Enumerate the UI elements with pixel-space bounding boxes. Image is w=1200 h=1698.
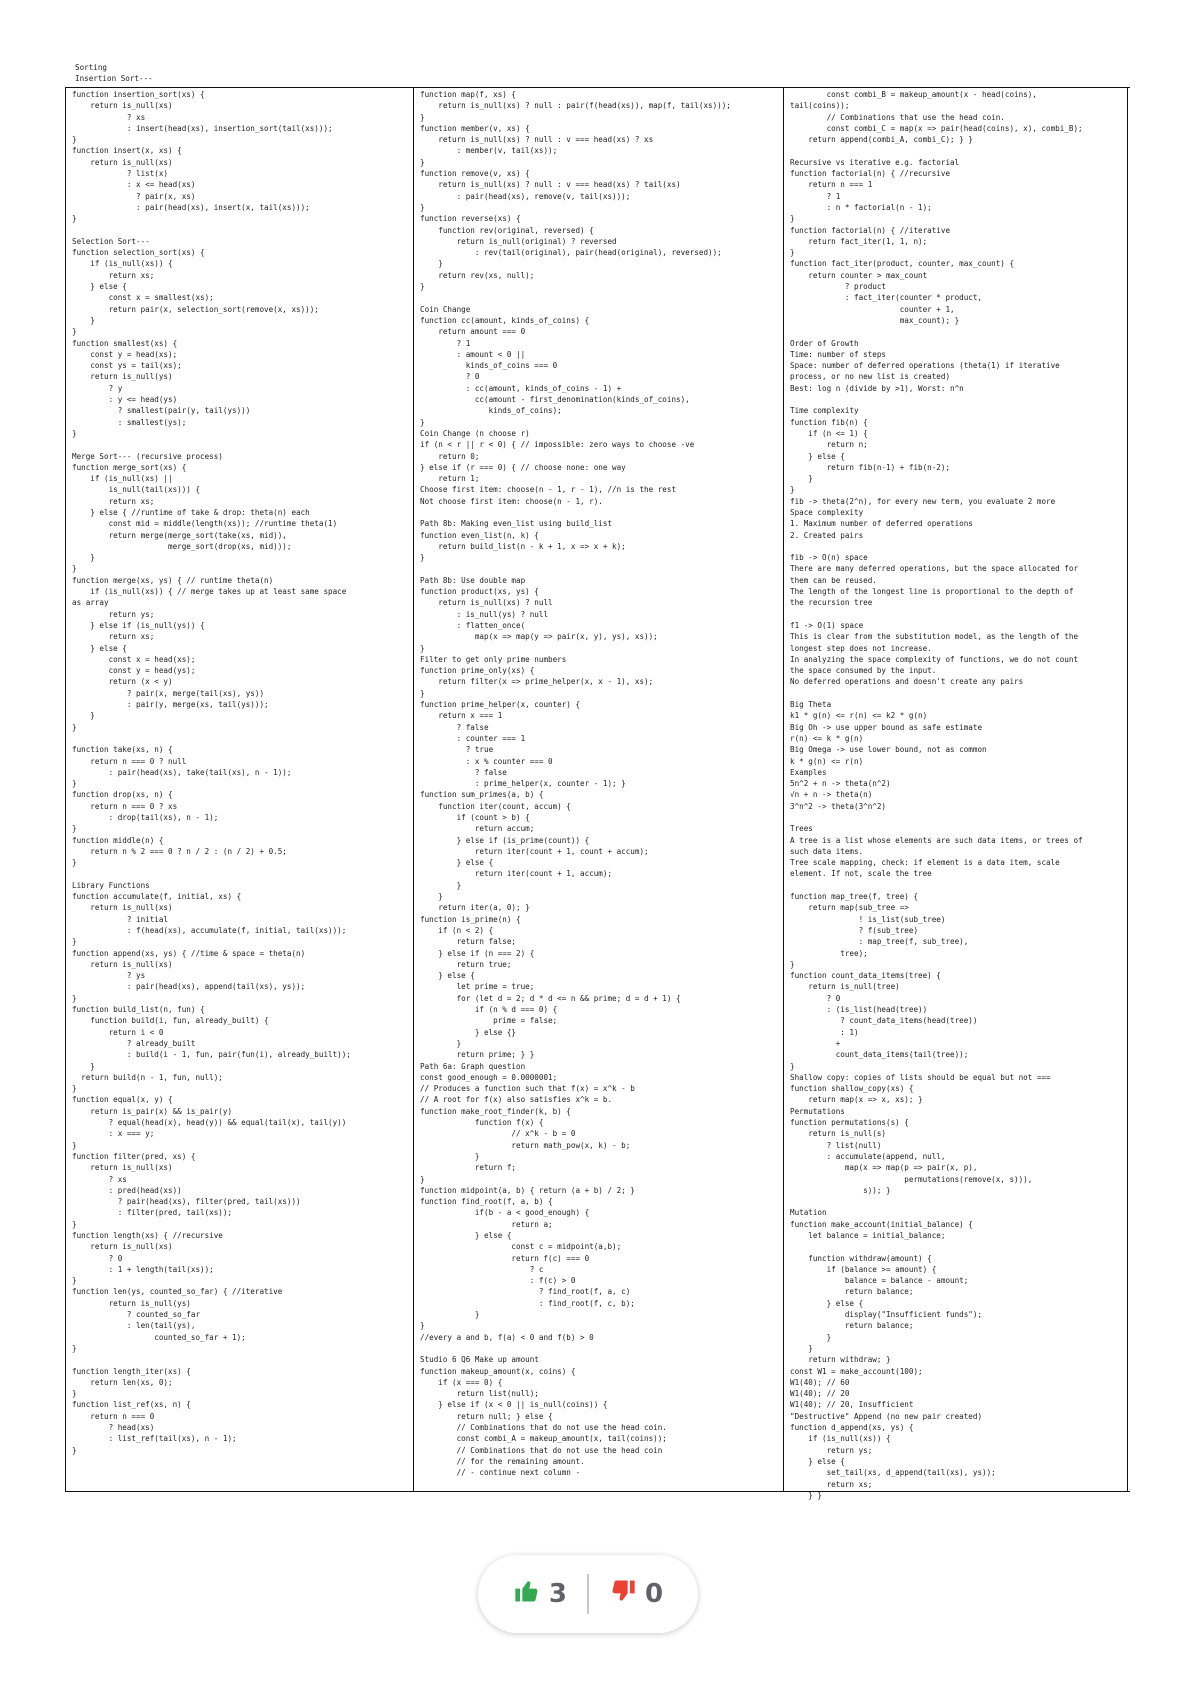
upvote-count: 3: [548, 1579, 567, 1609]
section-title-sorting: Sorting: [75, 63, 108, 72]
column-1: [65, 87, 413, 1492]
column-3: [783, 87, 1128, 1500]
downvote-count: 0: [645, 1579, 664, 1609]
downvote-button[interactable]: [589, 1577, 683, 1612]
column-2-text: function map(f, xs) { return is_null(xs) ? null : pair(f(head(xs)), map(f, tail(xs))); } function member(v, xs) { return is_null(xs) ? null : v === head(xs) ? xs : member(v, tail(xs)); } function remove(v, xs) { return is_null(xs) ? null : v === head(xs) ? tail(xs) : pair(head(xs), remove(v, tail(xs))); } function reverse(xs) { function rev(original, reversed) { return is_null(original) ? reversed : rev(tail(original), pair(head(original), reversed)); } return rev(xs, null); } Coin Change function cc(amount, kinds_of_coins) { return amount === 0 ? 1 : amount < 0 || kinds_of_coins === 0 ? 0 : cc(amount, kinds_of_coins - 1) + cc(amount - first_denomination(kinds_of_coins), kinds_of_coins); } Coin Change (n choose r) if (n < r || r < 0) { // impossible: zero ways to choose -ve return 0; } else if (r === 0) { // choose none: one way return 1; Choose first item: choose(n - 1, r - 1), //n is the rest Not choose first item: choose(n - 1, r). Path 8b: Making even_list using build_list function even_list(n, k) { return build_list(n - k + 1, x => x + k); } Path 8b: Use double map function product(xs, ys) { return is_null(xs) ? null : is_null(ys) ? null : flatten_once( map(x => map(y => pair(x, y), ys), xs)); } Filter to get only prime numbers function prime_only(xs) { return filter(x => prime_helper(x, x - 1), xs); } function prime_helper(x, counter) { return x === 1 ? false : counter === 1 ? true : x % counter === 0 ? false : prime_helper(x, counter - 1); } function sum_primes(a, b) { function iter(count, accum) { if (count > b) { return accum; } else if (is_prime(count)) { return iter(count + 1, count + accum); } else { return iter(count + 1, accum); } } return iter(a, 0); } function is_prime(n) { if (n < 2) { return false; } else if (n === 2) { return true; } else { let prime = true; for (let d = 2; d * d <= n && prime; d = d + 1) { if (n % d === 0) { prime = false; } else {} } return prime; } } Path 6a: Graph question const good_enough = 0.0000001; // Produces a function such that f(x) = x^k - b // A root for f(x) also satisfies x^k = b. function make_root_finder(k, b) { function f(x) { // x^k - b = 0 return math_pow(x, k) - b; } return f; } function midpoint(a, b) { return (a + b) / 2; } function find_root(f, a, b) { if(b - a < good_enough) { return a; } else { const c = midpoint(a,b); return f(c) === 0 ? c : f(c) > 0 ? find_root(f, a, c) : find_root(f, c, b); } } //every a and b, f(a) < 0 and f(b) > 0 Studio 6 Q6 Make up amount function makeup_amount(x, coins) { if (x === 0) { return list(null); } else if (x < 0 || is_null(coins)) { return null; } else { // Combinations that do not use the head coin. const combi_A = makeup_amount(x, tail(coins)); // Combinations that do not use the head coin // for the remaining amount. // - continue next column -: [420, 90, 731, 1478]
table-bottom-border: [65, 1491, 1130, 1492]
upvote-button[interactable]: [493, 1577, 587, 1612]
column-3-text: const combi_B = makeup_amount(x - head(coins), tail(coins)); // Combinations that use the head coin. const combi_C = map(x => pair(head(coins), x), combi_B); return append(combi_A, combi_C); } } Recursive vs iterative e.g. factorial function factorial(n) { //recursive return n === 1 ? 1 : n * factorial(n - 1); } function factorial(n) { //iterative return fact_iter(1, 1, n); } function fact_iter(product, counter, max_count) { return counter > max_count ? product : fact_iter(counter * product, counter + 1, max_count); } Order of Growth Time: number of steps Space: number of deferred operations (theta(1) if iterative process, or no new list is created) Best: log n (divide by >1), Worst: n^n Time complexity function fib(n) { if (n <= 1) { return n; } else { return fib(n-1) + fib(n-2); } } fib -> theta(2^n), for every new term, you evaluate 2 more Space complexity 1. Maximum number of deferred operations 2. Created pairs fib -> O(n) space There are many deferred operations, but the space allocated for them can be reused. The length of the longest line is proportional to the depth of the recursion tree f1 -> O(1) space This is clear from the substitution model, as the length of the longest step does not increase. In analyzing the space complexity of functions, we do not count the space consumed by the input. No deferred operations and doesn't create any pairs Big Theta k1 * g(n) <= r(n) <= k2 * g(n) Big Oh -> use upper bound as safe estimate r(n) <= k * g(n) Big Omega -> use lower bound, not as common k * g(n) <= r(n) Examples 5n^2 + n -> theta(n^2) √n + n -> theta(n) 3^n^2 -> theta(3^n^2) Trees A tree is a list whose elements are such data items, or trees of such data items. Tree scale mapping, check: if element is a data item, scale element. If not, scale the tree function map_tree(f, tree) { return map(sub_tree => ! is_list(sub_tree) ? f(sub_tree) : map_tree(f, sub_tree), tree); } function count_data_items(tree) { return is_null(tree) ? 0 : (is_list(head(tree)) ? count_data_items(head(tree)) : 1) + count_data_items(tail(tree)); } Shallow copy: copies of lists should be equal but not === function shallow_copy(xs) { return map(x => x, xs); } Permutations function permutations(s) { return is_null(s) ? list(null) : accumulate(append, null, map(x => map(p => pair(x, p), permutations(remove(x, s))), s)); } Mutation function make_account(initial_balance) { let balance = initial_balance; function withdraw(amount) { if (balance >= amount) { balance = balance - amount; return balance; } else { display("Insufficient funds"); return balance; } } return withdraw; } const W1 = make_account(100); W1(40); // 60 W1(40); // 20 W1(40); // 20, Insufficient "Destructive" Append (no new pair created) function d_append(xs, ys) { if (is_null(xs)) { return ys; } else { set_tail(xs, d_append(tail(xs), ys)); return xs; } }: [790, 90, 1083, 1500]
cheatsheet-page: [72, 62, 1130, 1500]
thumbs-down-icon: [609, 1577, 637, 1612]
column-1-text: function insertion_sort(xs) { return is_null(xs) ? xs : insert(head(xs), insertion_sort(tail(xs))); } function insert(x, xs) { return is_null(xs) ? list(x) : x <= head(xs) ? pair(x, xs) : pair(head(xs), insert(x, tail(xs))); } Selection Sort--- function selection_sort(xs) { if (is_null(xs)) { return xs; } else { const x = smallest(xs); return pair(x, selection_sort(remove(x, xs))); } } function smallest(xs) { const y = head(xs); const ys = tail(xs); return is_null(ys) ? y : y <= head(ys) ? smallest(pair(y, tail(ys))) : smallest(ys); } Merge Sort--- (recursive process) function merge_sort(xs) { if (is_null(xs) || is_null(tail(xs))) { return xs; } else { //runtime of take & drop: theta(n) each const mid = middle(length(xs)); //runtime theta(1) return merge(merge_sort(take(xs, mid)), merge_sort(drop(xs, mid))); } } function merge(xs, ys) { // runtime theta(n) if (is_null(xs)) { // merge takes up at least same space as array return ys; } else if (is_null(ys)) { return xs; } else { const x = head(xs); const y = head(ys); return (x < y) ? pair(x, merge(tail(xs), ys)) : pair(y, merge(xs, tail(ys))); } } function take(xs, n) { return n === 0 ? null : pair(head(xs), take(tail(xs), n - 1)); } function drop(xs, n) { return n === 0 ? xs : drop(tail(xs), n - 1); } function middle(n) { return n % 2 === 0 ? n / 2 : (n / 2) + 0.5; } Library Functions function accumulate(f, initial, xs) { return is_null(xs) ? initial : f(head(xs), accumulate(f, initial, tail(xs))); } function append(xs, ys) { //time & space = theta(n) return is_null(xs) ? ys : pair(head(xs), append(tail(xs), ys)); } function build_list(n, fun) { function build(i, fun, already_built) { return i < 0 ? already_built : build(i - 1, fun, pair(fun(i), already_built)); } return build(n - 1, fun, null); } function equal(x, y) { return is_pair(x) && is_pair(y) ? equal(head(x), head(y)) && equal(tail(x), tail(y)) : x === y; } function filter(pred, xs) { return is_null(xs) ? xs : pred(head(xs)) ? pair(head(xs), filter(pred, tail(xs))) : filter(pred, tail(xs)); } function length(xs) { //recursive return is_null(xs) ? 0 : 1 + length(tail(xs)); } function len(ys, counted_so_far) { //iterative return is_null(ys) ? counted_so_far : len(tail(ys), counted_so_far + 1); } function length_iter(xs) { return len(xs, 0); } function list_ref(xs, n) { return n === 0 ? head(xs) : list_ref(tail(xs), n - 1); }: [72, 90, 351, 1455]
vote-widget: [478, 1555, 698, 1633]
column-2: [413, 87, 783, 1492]
section-title-insertion-sort: Insertion Sort---: [75, 74, 153, 84]
thumbs-up-icon: [513, 1577, 541, 1612]
sheet-header: [75, 62, 153, 85]
